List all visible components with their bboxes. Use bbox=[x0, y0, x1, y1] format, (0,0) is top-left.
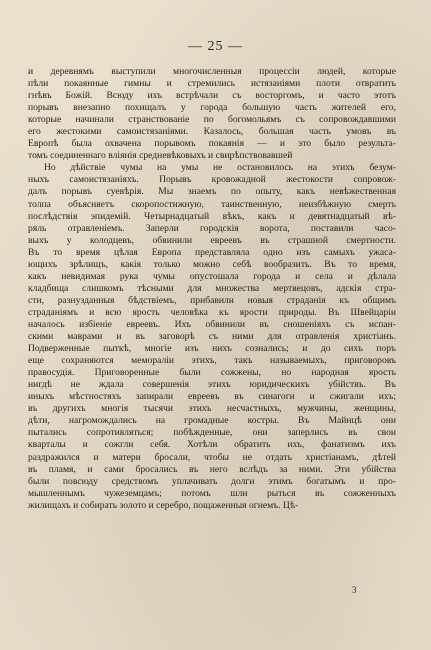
text-line: выхъ у колодцевъ, обвинили евреевъ въ страшной смертности. bbox=[28, 234, 396, 246]
text-line: гнѣвъ Божій. Всюду ихъ встрѣчали съ восторгомъ, и часто этотъ bbox=[28, 90, 396, 102]
text-line: въ другихъ многія тысячи этихъ несчастныхъ, мужчины, женщины, bbox=[28, 403, 396, 415]
body-text bbox=[28, 66, 396, 512]
text-line: порывъ внезапно похищалъ у города большую часть жителей его, bbox=[28, 102, 396, 114]
text-line: еще сохраняются мемораліи этихъ, такъ называемыхъ, приговоровъ bbox=[28, 355, 396, 367]
signature-mark: 3 bbox=[352, 585, 357, 595]
text-line: кварталы и сожгли себя. Хотѣли обратить ихъ, фанатизмъ ихъ bbox=[28, 439, 396, 451]
text-line: дѣти, нагромождались на громадные костры. Въ Майнцѣ они bbox=[28, 415, 396, 427]
text-line: Въ то время цѣлая Европа представляла одно изъ самыхъ ужаса- bbox=[28, 246, 396, 258]
text-line: жилищахъ и собирать золото и серебро, пощаженныя огнемъ. Цѣ- bbox=[28, 499, 299, 511]
text-line: ныхъ самоистязаніяхъ. Порывъ кровожадной жестокости сопровож- bbox=[28, 174, 396, 186]
text-line: раздражился и матери бросали, чтобы не отдать христіанамъ, дѣтей bbox=[28, 451, 396, 463]
text-line: правосудія. Приговоренные были сожжены, но народная ярость bbox=[28, 367, 396, 379]
text-line: страданіямъ и всю ярость человѣка къ ярости природы. Въ Швейцаріи bbox=[28, 306, 396, 318]
text-line: началось избіеніе евреевъ. Ихъ обвинили въ сношеніяхъ съ испан- bbox=[28, 318, 396, 330]
text-line: Подверженные пыткѣ, многіе изъ нихъ сознались; и до сихъ поръ bbox=[28, 343, 396, 355]
text-line: какъ невидимая рука чумы опустошала города и села и дѣлала bbox=[28, 270, 396, 282]
page-number: — 25 — bbox=[188, 39, 243, 54]
text-line: толпа объясняетъ скоропостижную, таинственную, неизбѣжную смерть bbox=[28, 198, 396, 210]
text-line: пытались сопротивляться; побѣжденные, они заперлись въ свои bbox=[28, 427, 396, 439]
text-line: были повсюду средствомъ уплачивать долги этимъ богатымъ и про- bbox=[28, 475, 396, 487]
text-line: далъ порывъ суевѣрія. Мы знаемъ по опыту, какъ невѣжественная bbox=[28, 186, 396, 198]
text-line: скими маврами и въ заговорѣ съ ними для отравленія христіанъ. bbox=[28, 331, 396, 343]
text-line: иныхъ мѣстностяхъ запирали евреевъ въ синагоги и сжигали ихъ; bbox=[28, 391, 396, 403]
text-line: которые начинали странствованіе по богомольямъ съ сопровождавшими bbox=[28, 114, 396, 126]
text-line: нигдѣ не ждала совершенія этихъ юридическихъ убійствъ. Въ bbox=[28, 379, 396, 391]
text-line: послѣдствія эпидемій. Четырнадцатый вѣкъ, какъ и девятнадцатый вѣ- bbox=[28, 210, 396, 222]
text-line: мышленнымъ чужеземцамъ; потомъ шли рыться въ сожженныхъ bbox=[28, 487, 396, 499]
text-line: кладбища слишкомъ тѣсными для множества мертвецовъ, адскія стра- bbox=[28, 282, 396, 294]
text-line: въ пламя, и сами бросались въ него вслѣдъ за ними. Эти убійства bbox=[28, 463, 396, 475]
text-line: Европѣ была охвачена порывомъ покаянія — и это было результа- bbox=[28, 138, 396, 150]
text-line: ющихъ зрѣлищъ, какія только можно себѣ вообразить. Въ то время, bbox=[28, 258, 396, 270]
text-line: пѣли покаянные гимны и стремились истязаніями плоти отвратить bbox=[28, 78, 396, 90]
text-line: Но дѣйствіе чумы на умы не остановилось на этихъ безум- bbox=[44, 162, 396, 174]
text-line: и деревнямъ выступили многочисленныя процессіи людей, которые bbox=[28, 66, 396, 77]
text-line: его жестокими самоистязаніями. Казалось, большая часть умовъ въ bbox=[28, 126, 396, 138]
text-line: томъ соединеннаго вліянія средневѣковыхъ и свирѣпствовавшей bbox=[28, 150, 293, 162]
text-line: ряль отравленіемъ. Заперли городскія ворота, поставили часо- bbox=[28, 222, 396, 234]
text-line: сти, разнузданныя бѣдствіемъ, прибавили новыя страданія къ общимъ bbox=[28, 294, 396, 306]
